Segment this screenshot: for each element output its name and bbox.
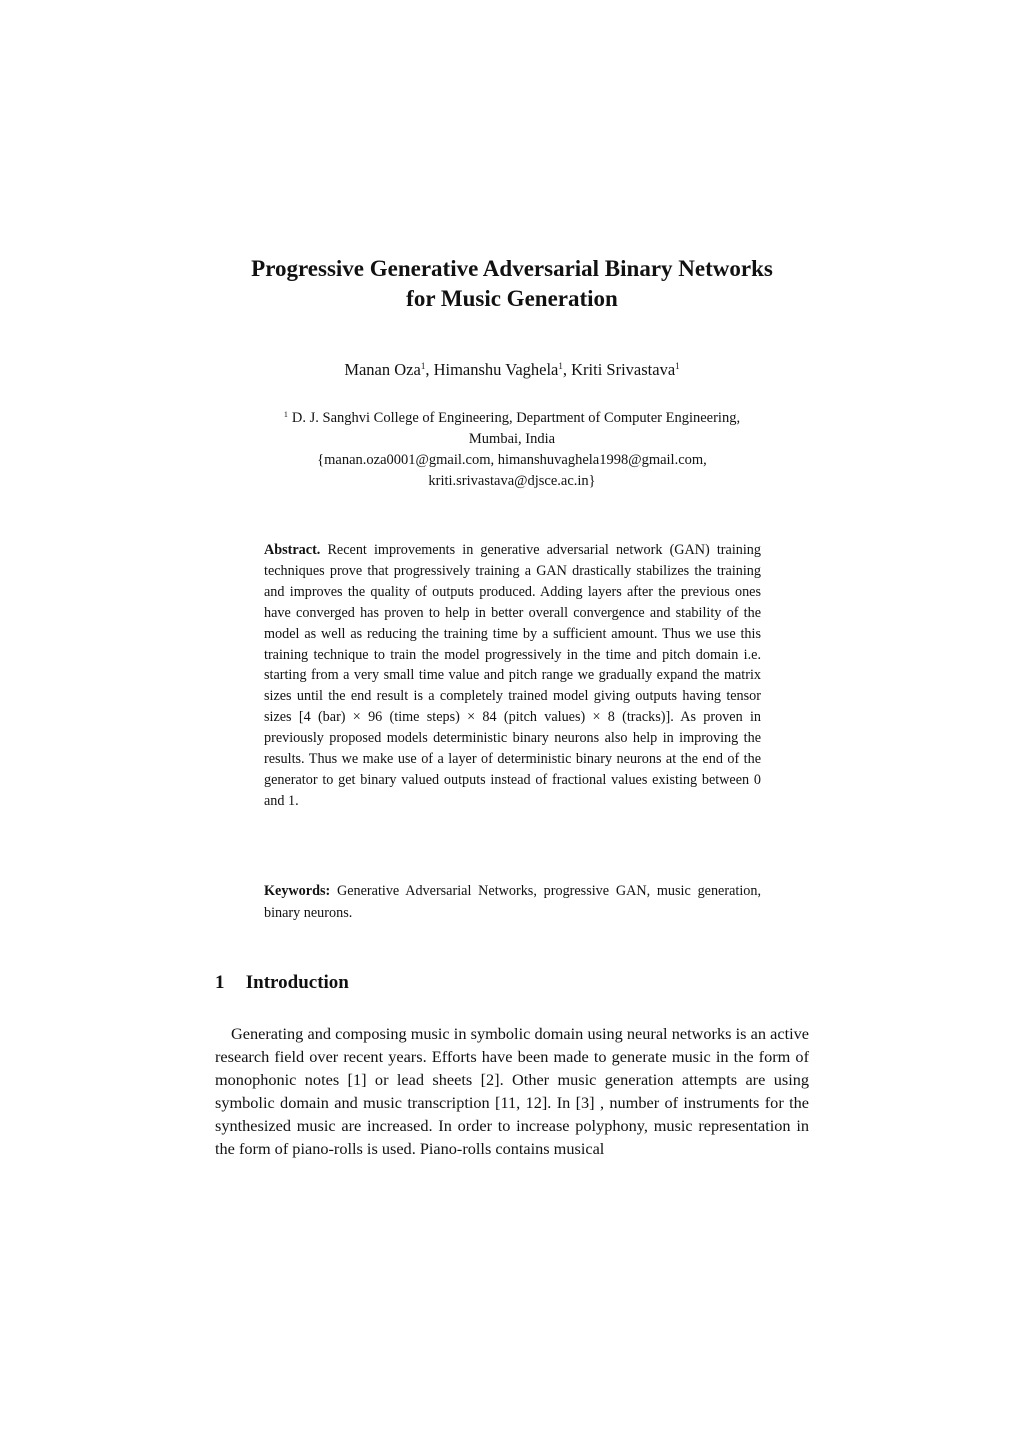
author-name: Kriti Srivastava — [571, 360, 676, 379]
author-name: Manan Oza — [344, 360, 421, 379]
author-affil-mark: 1 — [675, 361, 680, 371]
affiliation-emails-2: kriti.srivastava@djsce.ac.in} — [428, 473, 596, 489]
section-number: 1 — [215, 972, 225, 993]
author-affil-mark: 1 — [558, 361, 563, 371]
keywords — [264, 880, 761, 924]
paper-title — [160, 254, 864, 314]
author-name: Himanshu Vaghela — [433, 360, 559, 379]
abstract-text: Recent improvements in generative adversarial network (GAN) training techniques prove that progressively training a GAN drastically stabilizes the training and improves the quality of outputs produced. Adding layers after the previous ones have converged has proven to help in better overall convergence and stability of the model as well as reducing the training time by a sufficient amount. Thus we use this training technique to train the model progressively in the time and pitch domain i.e. starting from a very small time value and pitch range we gradually expand the matrix sizes until the end result is a completely trained model giving outputs having tensor sizes [4 (bar) × 96 (time steps) × 84 (pitch values) × 8 (tracks)]. As proven in previously proposed models deterministic binary neurons also help in improving the results. Thus we make use of a layer of deterministic binary neurons at the end of the generator to get binary valued outputs instead of fractional values existing between 0 and 1. — [264, 542, 761, 809]
author-list: Manan Oza$^1$, Himanshu Vaghela$^1$, Kriti Srivastava$^1$ — [344, 360, 680, 379]
affiliation-line-2: Mumbai, India — [468, 431, 556, 447]
affiliation-line-1 — [160, 404, 864, 429]
affiliation-block — [160, 404, 864, 492]
title-line-1: Progressive Generative Adversarial Binary Networks — [251, 256, 773, 281]
keywords-label: Keywords: — [264, 883, 331, 899]
affiliation-text: D. J. Sanghvi College of Engineering, Department of Computer Engineering, — [291, 410, 741, 426]
title-line-2: for Music Generation — [406, 286, 618, 311]
intro-paragraph: Generating and composing music in symbolic domain using neural networks is an active research field over recent years. Efforts have been made to generate music in the form of monophonic notes [1] or lead sheets [2]. Other music generation attempts are using symbolic domain and music transcription [11, 12]. In [3] , number of instruments for the synthesized music are increased. In order to increase polyphony, music representation in the form of piano-rolls is used. Piano-rolls contains musical — [215, 1024, 809, 1159]
abstract — [264, 540, 761, 812]
section-title: Introduction — [245, 972, 349, 993]
abstract-label: Abstract. — [264, 542, 321, 558]
affiliation-emails-1: {manan.oza0001@gmail.com, himanshuvaghela1998@gmail.com, — [317, 452, 707, 468]
section-heading — [215, 970, 349, 996]
author-affil-mark: 1 — [420, 361, 426, 371]
affiliation-mark: 1 — [283, 410, 288, 419]
keywords-text: Generative Adversarial Networks, progressive GAN, music generation, binary neurons. — [264, 883, 761, 921]
